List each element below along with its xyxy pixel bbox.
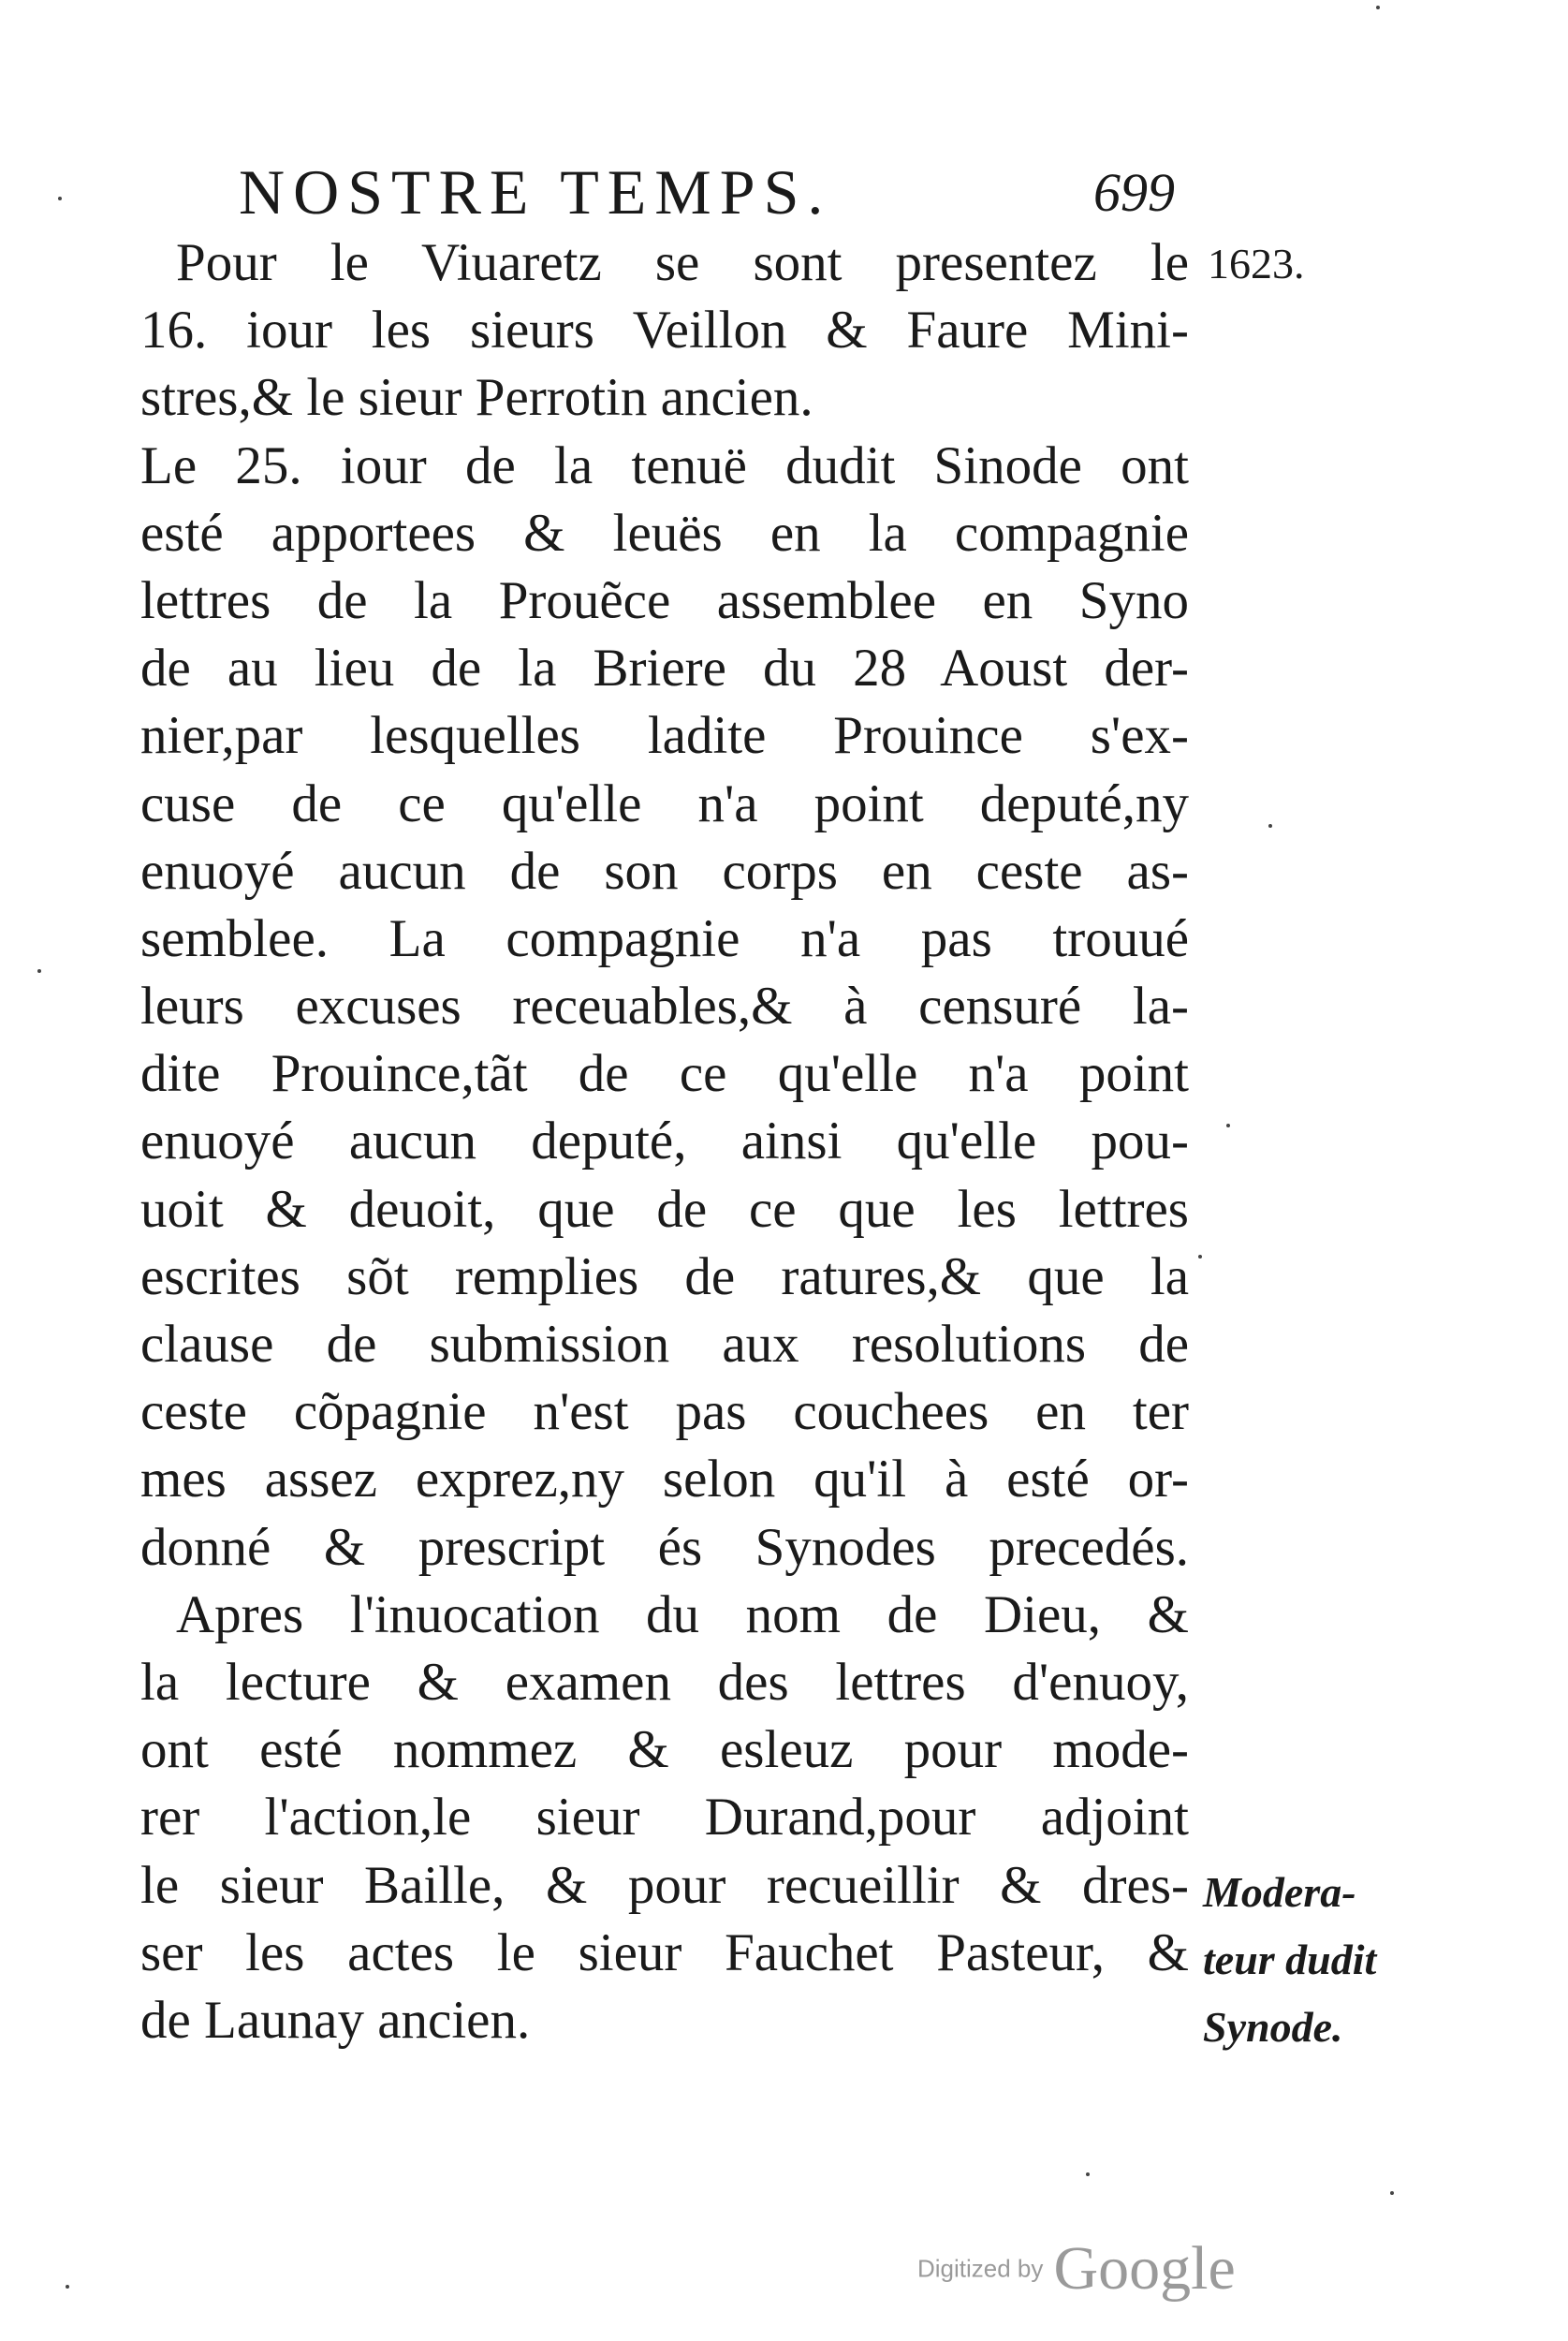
text-line: ceste cõpagnie n'est pas couchees en ter — [140, 1382, 1189, 1442]
text-line: 16. iour les sieurs Veillon & Faure Mini- — [140, 301, 1189, 361]
margin-year: 1623. — [1208, 240, 1305, 287]
text-line: nier,par lesquelles ladite Prouince s'ex- — [140, 706, 1189, 766]
text-line: mes assez exprez,ny selon qu'il à esté or- — [140, 1450, 1189, 1509]
page-number: 699 — [1093, 162, 1175, 223]
text-line: esté apportees & leuës en la compagnie — [140, 503, 1189, 563]
running-head: NOSTRE TEMPS. — [239, 156, 832, 228]
text-line: la lecture & examen des lettres d'enuoy, — [140, 1652, 1189, 1712]
ink-speck — [1198, 1255, 1202, 1259]
text-line: rer l'action,le sieur Durand,pour adjoint — [140, 1788, 1189, 1848]
ink-speck — [58, 197, 62, 200]
text-line: stres,& le sieur Perrotin ancien. — [140, 368, 813, 428]
ink-speck — [1268, 824, 1272, 828]
text-line: Pour le Viuaretz se sont presentez le — [176, 233, 1189, 292]
ink-speck — [37, 969, 41, 973]
text-line: lettres de la Prouẽce assemblee en Syno — [140, 570, 1189, 630]
text-line: enuoyé aucun deputé, ainsi qu'elle pou- — [140, 1112, 1189, 1171]
ink-speck — [1376, 6, 1380, 9]
text-line: enuoyé aucun de son corps en ceste as- — [140, 841, 1189, 901]
text-line: leurs excuses receuables,& à censuré la- — [140, 977, 1189, 1037]
text-line: semblee. La compagnie n'a pas trouué — [140, 908, 1189, 968]
text-line: ont esté nommez & esleuz pour mode- — [140, 1720, 1189, 1780]
marginal-note-line: teur dudit — [1203, 1936, 1377, 1983]
page-header — [239, 150, 1175, 234]
ink-speck — [1226, 1124, 1230, 1127]
marginal-note — [1203, 1859, 1414, 2061]
text-line: dite Prouince,tãt de ce qu'elle n'a point — [140, 1044, 1189, 1104]
text-line: de Launay ancien. — [140, 1990, 531, 2050]
digitized-watermark — [917, 2233, 1236, 2304]
watermark-brand: Google — [1053, 2234, 1236, 2303]
text-line: ser les actes le sieur Fauchet Pasteur, & — [140, 1922, 1189, 1982]
marginal-note-line: Synode. — [1203, 2003, 1343, 2051]
watermark-prefix: Digitized by — [917, 2254, 1044, 2283]
ink-speck — [66, 2285, 69, 2289]
text-line: Le 25. iour de la tenuë dudit Sinode ont — [140, 435, 1189, 495]
marginal-note-line: Modera- — [1203, 1868, 1356, 1916]
text-line: clause de submission aux resolutions de — [140, 1315, 1189, 1374]
ink-speck — [1390, 2191, 1394, 2195]
text-line: escrites sõt remplies de ratures,& que la — [140, 1246, 1189, 1306]
text-line: uoit & deuoit, que de ce que les lettres — [140, 1179, 1189, 1239]
text-line: cuse de ce qu'elle n'a point deputé,ny — [140, 773, 1189, 833]
text-line: donné & prescript és Synodes precedés. — [140, 1517, 1189, 1577]
text-line: de au lieu de la Briere du 28 Aoust der- — [140, 639, 1189, 699]
text-line: Apres l'inuocation du nom de Dieu, & — [176, 1584, 1189, 1644]
ink-speck — [1086, 2172, 1090, 2176]
text-line: le sieur Baille, & pour recueillir & dres- — [140, 1855, 1189, 1915]
body-text — [140, 229, 1189, 2054]
